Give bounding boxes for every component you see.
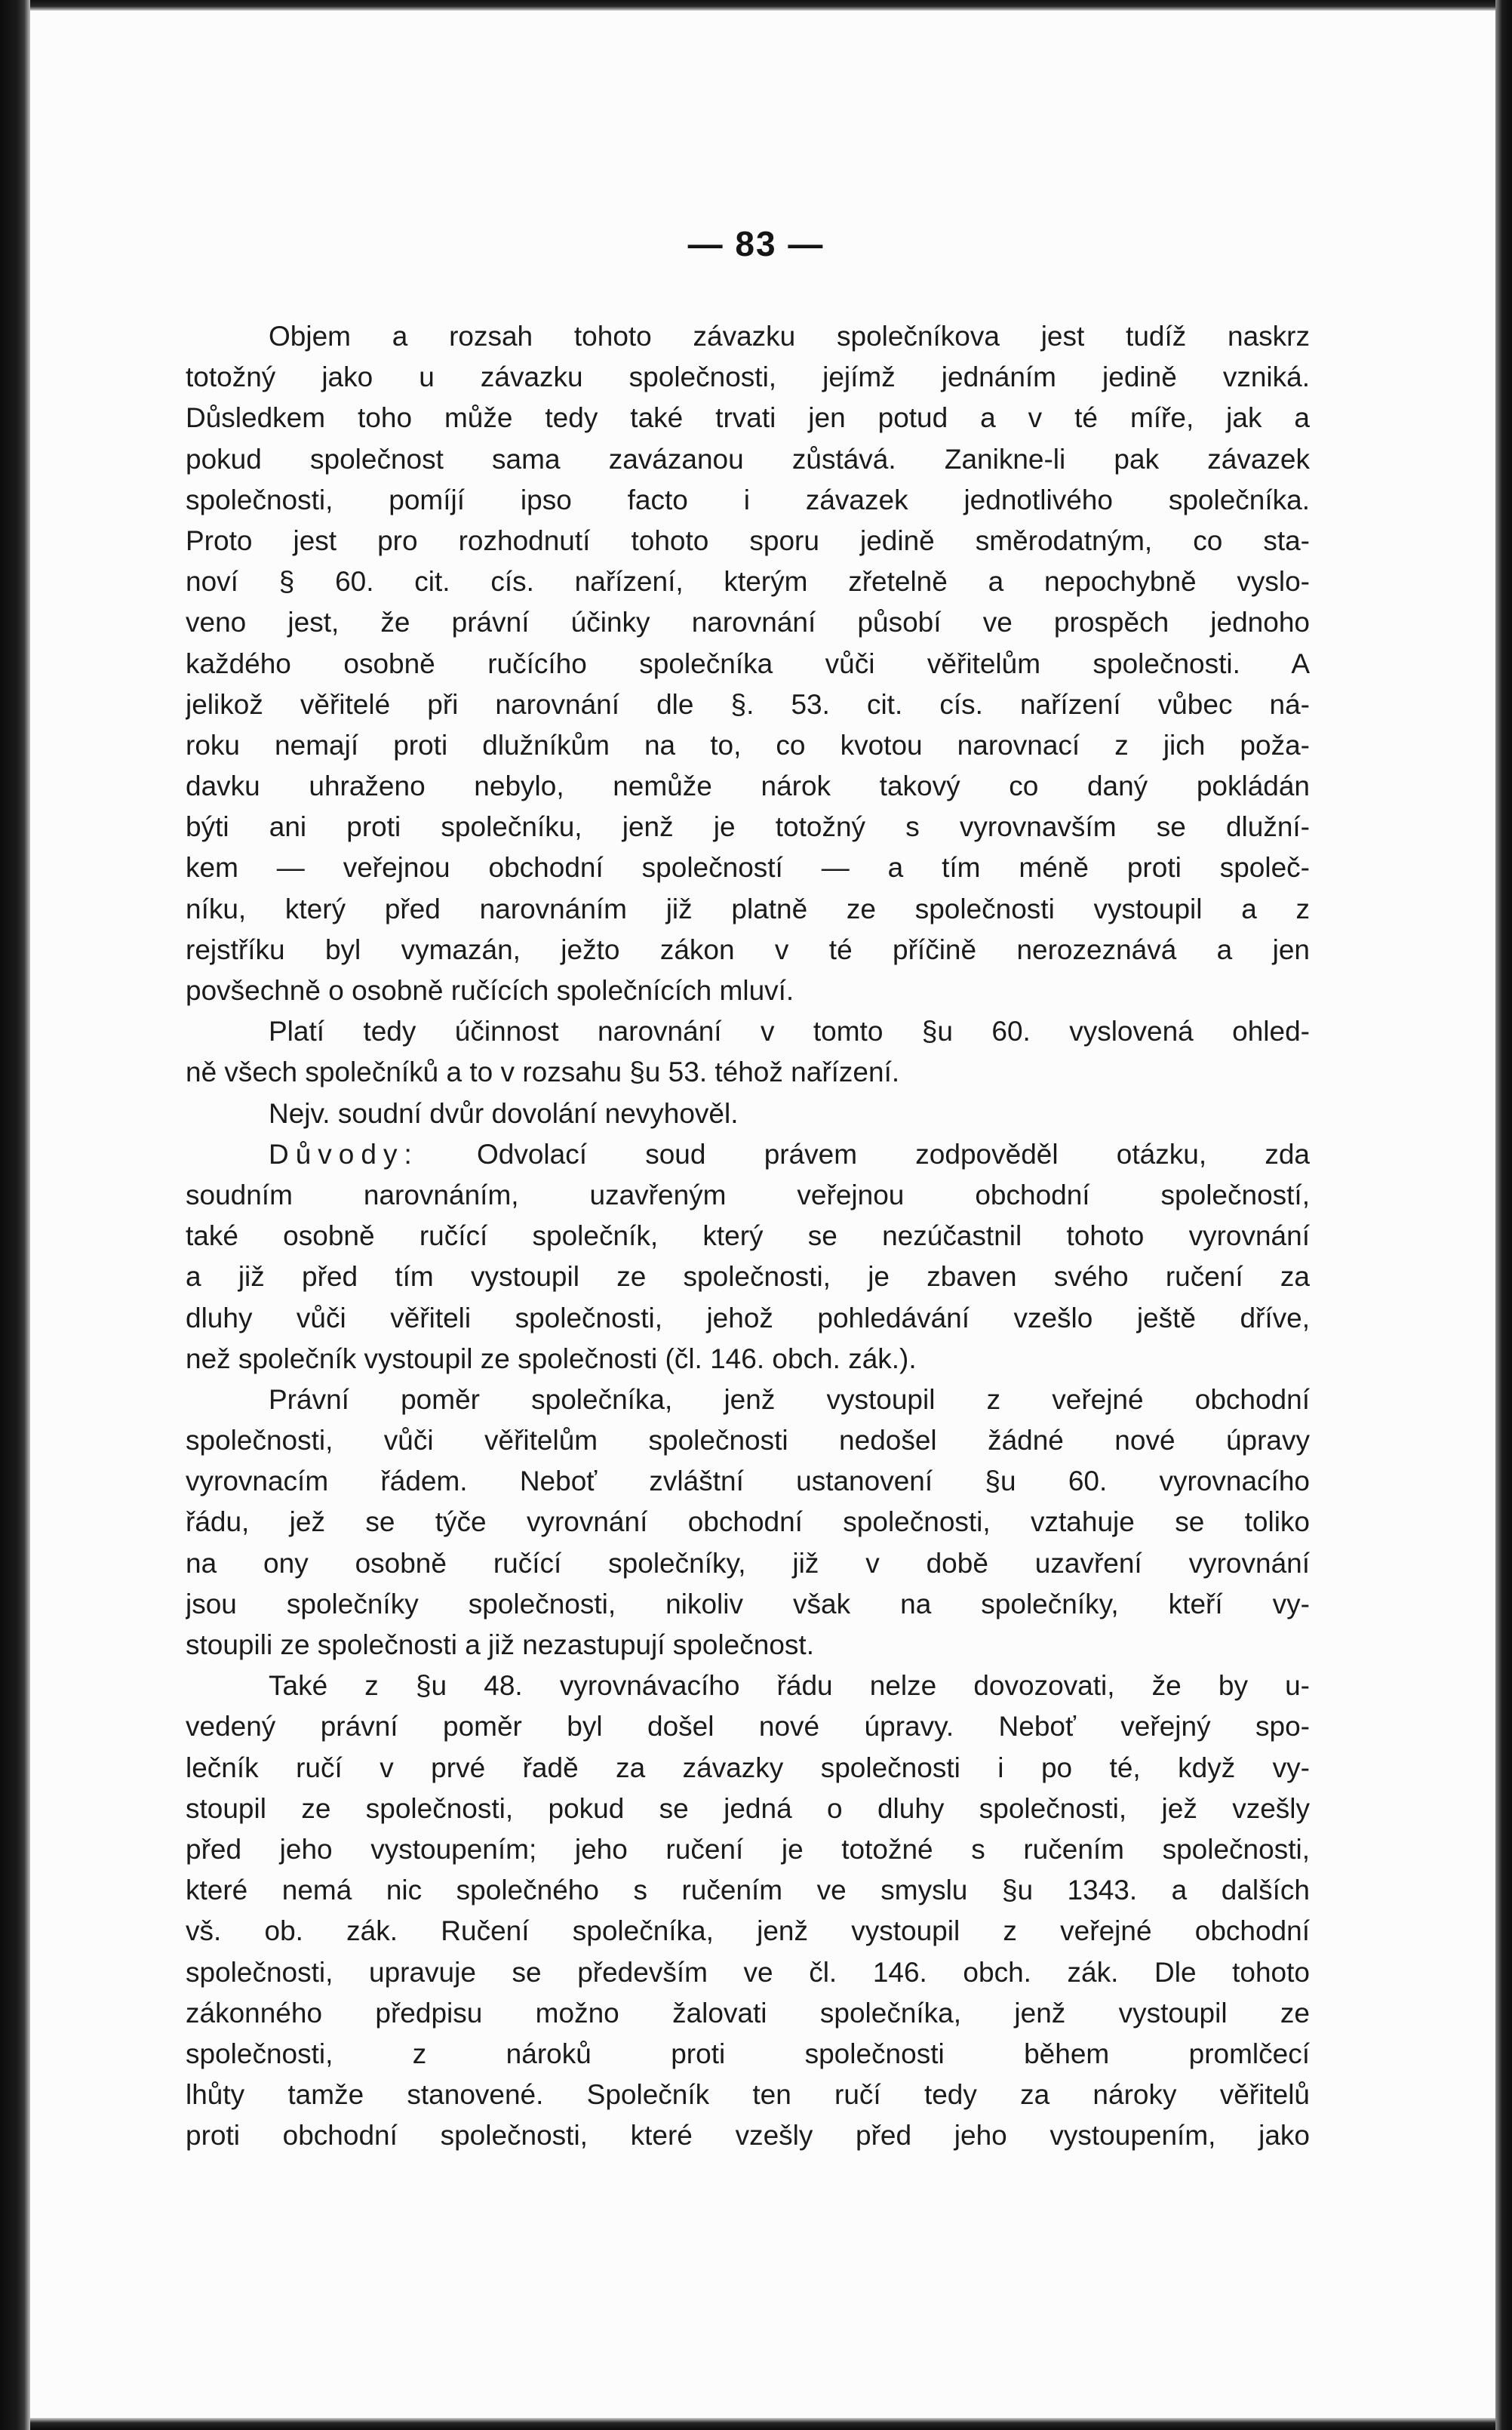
text-line: soudním narovnáním, uzavřeným veřejnou obchodní společností, [186, 1179, 1310, 1210]
text-line: rejstříku byl vymazán, ježto zákon v té příčině nerozeznává a jen [186, 934, 1310, 965]
body-text [186, 316, 1310, 2156]
text-line: dluhy vůči věřiteli společnosti, jehož pohledávání vzešlo ještě dříve, [186, 1302, 1310, 1333]
text-line: noví § 60. cit. cís. nařízení, kterým zřetelně a nepochybně vyslo- [186, 566, 1310, 598]
text-line: než společník vystoupil ze společnosti (čl. 146. obch. zák.). [186, 1343, 917, 1374]
text-line: jelikož věřitelé při narovnání dle §. 53. cit. cís. nařízení vůbec ná- [186, 688, 1310, 720]
text-line: veno jest, že právní účinky narovnání působí ve prospěch jednoho [186, 607, 1310, 638]
text-line: povšechně o osobně ručících společnících mluví. [186, 975, 794, 1006]
text-line: Nejv. soudní dvůr dovolání nevyhověl. [269, 1097, 739, 1129]
text-line: jsou společníky společnosti, nikoliv však na společníky, kteří vy- [186, 1588, 1310, 1619]
text-line: zákonného předpisu možno žalovati společníka, jenž vystoupil ze [186, 1997, 1310, 2029]
text-line: společnosti, vůči věřitelům společnosti nedošel žádné nové úpravy [186, 1425, 1310, 1456]
text-line: Důsledkem toho může tedy také trvati jen potud a v té míře, jak a [186, 402, 1310, 434]
text-line: vyrovnacím řádem. Neboť zvláštní ustanovení §u 60. vyrovnacího [186, 1466, 1310, 1497]
text-line: totožný jako u závazku společnosti, jejímž jednáním jedině vzniká. [186, 361, 1310, 393]
text-line: řádu, jež se týče vyrovnání obchodní společnosti, vztahuje se toliko [186, 1506, 1310, 1538]
text-line: Proto jest pro rozhodnutí tohoto sporu jedině směrodatným, co sta- [186, 524, 1310, 556]
text-line: stoupili ze společnosti a již nezastupují společnost. [186, 1629, 814, 1660]
emphasis-spaced: Důvody: [269, 1138, 419, 1170]
scan-border-left [0, 0, 30, 2430]
text-line: také osobně ručící společník, který se nezúčastnil tohoto vyrovnání [186, 1220, 1310, 1252]
text-line: pokud společnost sama zavázanou zůstává. Zanikne-li pak závazek [186, 443, 1310, 475]
text-line: davku uhraženo nebylo, nemůže nárok takový co daný pokládán [186, 771, 1310, 802]
text-line: kem — veřejnou obchodní společností — a tím méně proti společ- [186, 852, 1310, 884]
text-line: Platí tedy účinnost narovnání v tomto §u 60. vyslovená ohled- [269, 1016, 1310, 1047]
page-number: — 83 — [687, 224, 825, 263]
text-line: lečník ručí v prvé řadě za závazky společnosti i po té, když vy- [186, 1752, 1310, 1783]
text-line: vš. ob. zák. Ručení společníka, jenž vystoupil z veřejné obchodní [186, 1915, 1310, 1947]
text-line: společnosti, pomíjí ipso facto i závazek jednotlivého společníka. [186, 484, 1310, 515]
text-line: ně všech společníků a to v rozsahu §u 53. téhož nařízení. [186, 1057, 900, 1088]
text-line: Právní poměr společníka, jenž vystoupil z veřejné obchodní [269, 1383, 1310, 1415]
text-line: na ony osobně ručící společníky, již v době uzavření vyrovnání [186, 1547, 1310, 1579]
text-line: býti ani proti společníku, jenž je totožný s vyrovnavším se dlužní- [186, 811, 1310, 843]
scan-border-top [0, 0, 1512, 11]
text-line: každého osobně ručícího společníka vůči věřitelům společnosti. A [186, 647, 1310, 679]
scan-border-bottom [0, 2418, 1512, 2430]
text-line: roku nemají proti dlužníkům na to, co kvotou narovnací z jich poža- [186, 729, 1310, 761]
text-line: Objem a rozsah tohoto závazku společníkova jest tudíž naskrz [269, 321, 1310, 352]
text-line: Také z §u 48. vyrovnávacího řádu nelze dovozovati, že by u- [269, 1670, 1310, 1702]
text-line: níku, který před narovnáním již platně ze společnosti vystoupil a z [186, 893, 1310, 924]
text-line: které nemá nic společného s ručením ve smyslu §u 1343. a dalších [186, 1875, 1310, 1906]
text-line: před jeho vystoupením; jeho ručení je totožné s ručením společnosti, [186, 1833, 1310, 1865]
text-line: lhůty tamže stanovené. Společník ten ručí tedy za nároky věřitelů [186, 2079, 1310, 2111]
text-line: společnosti, upravuje se především ve čl. 146. obch. zák. Dle tohoto [186, 1956, 1310, 1988]
text-line: stoupil ze společnosti, pokud se jedná o dluhy společnosti, jež vzešly [186, 1792, 1310, 1824]
text-line: Důvody: Odvolací soud právem zodpověděl otázku, zda [269, 1138, 1310, 1170]
scan-border-right [1495, 0, 1512, 2430]
text-line: vedený právní poměr byl došel nové úpravy. Neboť veřejný spo- [186, 1711, 1310, 1743]
text-line: proti obchodní společnosti, které vzešly před jeho vystoupením, jako [186, 2120, 1310, 2152]
text-line: společnosti, z nároků proti společnosti během promlčecí [186, 2038, 1310, 2069]
text-line: a již před tím vystoupil ze společnosti, je zbaven svého ručení za [186, 1261, 1310, 1293]
